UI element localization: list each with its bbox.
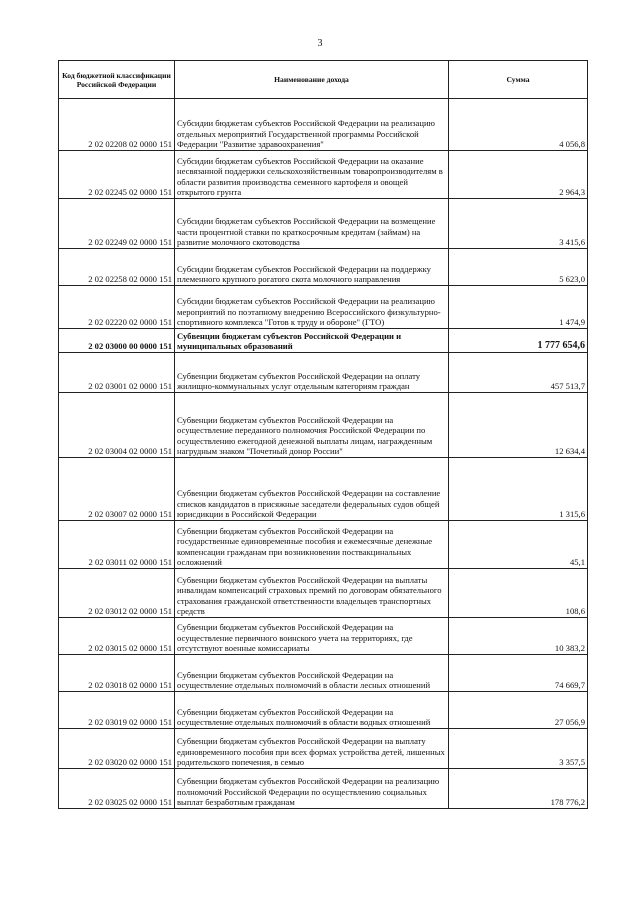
row-name: Субсидии бюджетам субъектов Российской Федерации на возмещение части процентной ставки по краткосрочным кредитам (займам) на развитие молочного скотоводства xyxy=(175,199,449,249)
row-name: Субвенции бюджетам субъектов Российской Федерации на реализацию полномочий Российской Федерации по осуществлению социальных выплат безработным гражданам xyxy=(175,769,449,809)
row-name: Субсидии бюджетам субъектов Российской Федерации на реализацию отдельных мероприятий Государственной программы Российской Федерации "Развитие здравоохранения" xyxy=(175,99,449,151)
row-code: 2 02 03011 02 0000 151 xyxy=(59,521,175,569)
row-name: Субсидии бюджетам субъектов Российской Федерации на поддержку племенного крупного рогатого скота молочного направления xyxy=(175,249,449,286)
row-name: Субвенции бюджетам субъектов Российской Федерации на государственные единовременные пособия и ежемесячные денежные компенсации гражданам при возникновении поствакцинальных осложнений xyxy=(175,521,449,569)
row-name: Субвенции бюджетам субъектов Российской Федерации на составление списков кандидатов в присяжные заседатели федеральных судов общей юрисдикции в Российской Федерации xyxy=(175,458,449,521)
row-sum: 1 315,6 xyxy=(449,458,588,521)
row-sum: 27 056,9 xyxy=(449,692,588,729)
row-code: 2 02 03007 02 0000 151 xyxy=(59,458,175,521)
row-code: 2 02 02208 02 0000 151 xyxy=(59,99,175,151)
table-body xyxy=(59,99,588,809)
row-code: 2 02 03018 02 0000 151 xyxy=(59,655,175,692)
table-row xyxy=(59,151,588,199)
row-name: Субвенции бюджетам субъектов Российской Федерации на оплату жилищно-коммунальных услуг отдельным категориям граждан xyxy=(175,353,449,393)
table-row xyxy=(59,199,588,249)
table-row xyxy=(59,458,588,521)
table-row xyxy=(59,729,588,769)
row-sum: 4 056,8 xyxy=(449,99,588,151)
page-number: 3 xyxy=(317,38,323,49)
row-name: Субвенции бюджетам субъектов Российской Федерации на осуществление отдельных полномочий в области лесных отношений xyxy=(175,655,449,692)
row-code: 2 02 03012 02 0000 151 xyxy=(59,569,175,618)
row-code: 2 02 03004 02 0000 151 xyxy=(59,393,175,458)
row-code: 2 02 03020 02 0000 151 xyxy=(59,729,175,769)
row-sum: 74 669,7 xyxy=(449,655,588,692)
table-row xyxy=(59,249,588,286)
row-sum: 1 777 654,6 xyxy=(449,329,588,353)
row-name: Субсидии бюджетам субъектов Российской Федерации на реализацию мероприятий по поэтапному внедрению Всероссийского физкультурно-спортивного комплекса "Готов к труду и обороне" (ГТО) xyxy=(175,286,449,329)
row-sum: 5 623,0 xyxy=(449,249,588,286)
row-code: 2 02 02220 02 0000 151 xyxy=(59,286,175,329)
row-code: 2 02 02245 02 0000 151 xyxy=(59,151,175,199)
table-row xyxy=(59,769,588,809)
table-row xyxy=(59,618,588,655)
table-row xyxy=(59,286,588,329)
row-sum: 457 513,7 xyxy=(449,353,588,393)
header-name: Наименование дохода xyxy=(175,61,449,99)
row-code: 2 02 03001 02 0000 151 xyxy=(59,353,175,393)
row-code: 2 02 02258 02 0000 151 xyxy=(59,249,175,286)
row-name: Субвенции бюджетам субъектов Российской Федерации на осуществление первичного воинского учета на территориях, где отсутствуют военные комиссариаты xyxy=(175,618,449,655)
row-sum: 10 383,2 xyxy=(449,618,588,655)
row-name: Субсидии бюджетам субъектов Российской Федерации на оказание несвязанной поддержки сельскохозяйственным товаропроизводителям в области развития производства семенного картофеля и овощей открытого грунта xyxy=(175,151,449,199)
row-sum: 45,1 xyxy=(449,521,588,569)
row-name: Субвенции бюджетам субъектов Российской Федерации на осуществление отдельных полномочий в области водных отношений xyxy=(175,692,449,729)
row-sum: 1 474,9 xyxy=(449,286,588,329)
row-sum: 12 634,4 xyxy=(449,393,588,458)
table-row xyxy=(59,692,588,729)
header-code: Код бюджетной классификации Российской Федерации xyxy=(59,61,175,99)
table-row xyxy=(59,569,588,618)
row-sum: 2 964,3 xyxy=(449,151,588,199)
table-row xyxy=(59,99,588,151)
row-name: Субвенции бюджетам субъектов Российской Федерации и муниципальных образований xyxy=(175,329,449,353)
row-name: Субвенции бюджетам субъектов Российской Федерации на осуществление переданного полномочия Российской Федерации по осуществлению ежегодной денежной выплаты лицам, награжденным нагрудным знаком "Почетный донор России" xyxy=(175,393,449,458)
table-row xyxy=(59,521,588,569)
header-sum: Сумма xyxy=(449,61,588,99)
row-code: 2 02 03025 02 0000 151 xyxy=(59,769,175,809)
row-code: 2 02 03015 02 0000 151 xyxy=(59,618,175,655)
table-header-row xyxy=(59,61,588,99)
row-sum: 3 357,5 xyxy=(449,729,588,769)
row-code: 2 02 03019 02 0000 151 xyxy=(59,692,175,729)
row-sum: 3 415,6 xyxy=(449,199,588,249)
row-name: Субвенции бюджетам субъектов Российской Федерации на выплаты инвалидам компенсаций страховых премий по договорам обязательного страхования гражданской ответственности владельцев транспортных средств xyxy=(175,569,449,618)
row-code: 2 02 02249 02 0000 151 xyxy=(59,199,175,249)
row-name: Субвенции бюджетам субъектов Российской Федерации на выплату единовременного пособия при всех формах устройства детей, лишенных родительского попечения, в семью xyxy=(175,729,449,769)
row-code: 2 02 03000 00 0000 151 xyxy=(59,329,175,353)
table-row xyxy=(59,353,588,393)
row-sum: 178 776,2 xyxy=(449,769,588,809)
row-sum: 108,6 xyxy=(449,569,588,618)
table-row xyxy=(59,655,588,692)
revenue-table xyxy=(58,60,588,809)
table-row xyxy=(59,329,588,353)
table-row xyxy=(59,393,588,458)
